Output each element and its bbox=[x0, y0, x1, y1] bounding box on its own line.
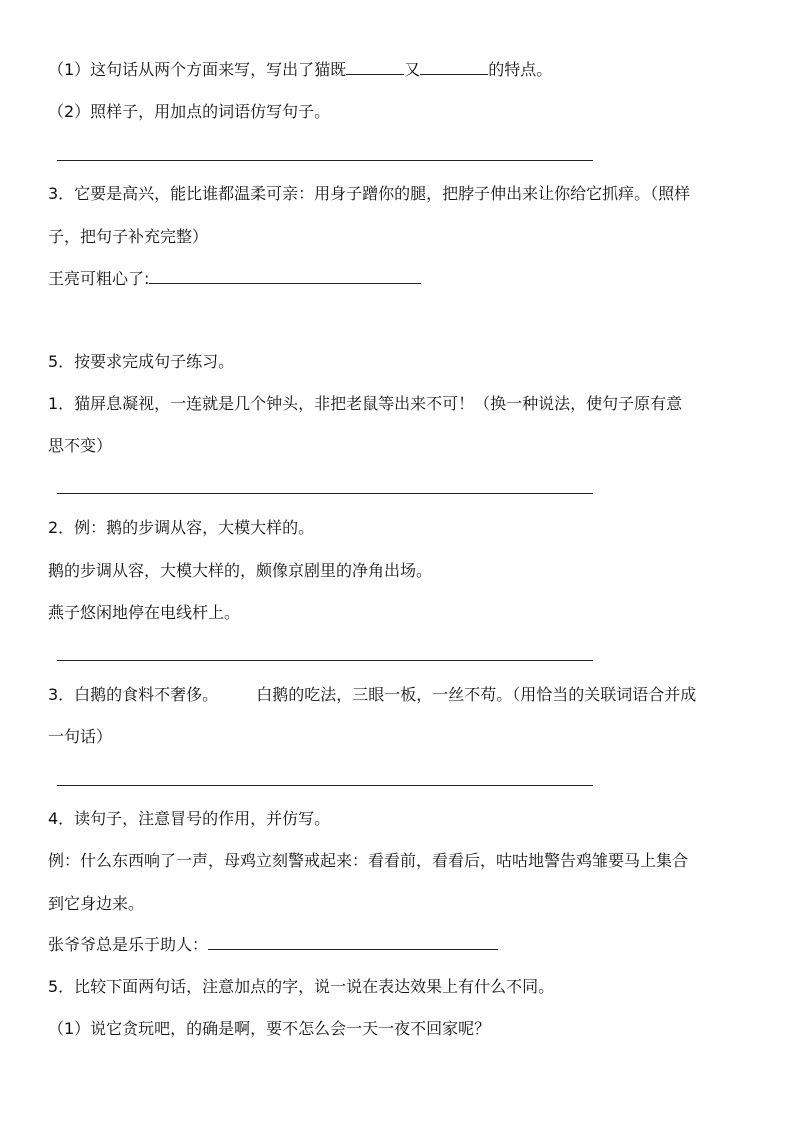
section-5-heading: 5．按要求完成句子练习。 bbox=[48, 352, 235, 371]
question-1-1 bbox=[48, 60, 552, 80]
sub-2-prompt: 燕子悠闲地停在电线杆上。 bbox=[48, 603, 241, 622]
answer-line[interactable] bbox=[57, 160, 593, 161]
question-3-line2: 子，把句子补充完整） bbox=[48, 227, 209, 246]
answer-blank[interactable] bbox=[420, 60, 488, 75]
sub-5-item-1: （1）说它贪玩吧，的确是啊，要不怎么会一天一夜不回家呢？ bbox=[48, 1019, 491, 1038]
answer-line[interactable] bbox=[57, 785, 593, 786]
q1-1-after: 的特点。 bbox=[488, 60, 553, 79]
sub-4-example-line1: 例：什么东西响了一声，母鸡立刻警戒起来：看看前，看看后，咕咕地警告鸡雏要马上集合 bbox=[48, 851, 689, 870]
sub-4-prompt bbox=[48, 935, 498, 955]
q1-1-mid: 又 bbox=[404, 60, 421, 79]
answer-line[interactable] bbox=[57, 493, 593, 494]
answer-blank[interactable] bbox=[208, 935, 498, 950]
prompt-text: 王亮可粗心了: bbox=[48, 269, 150, 288]
question-3-line1: 3．它要是高兴，能比谁都温柔可亲：用身子蹭你的腿，把脖子伸出来让你给它抓痒。（照样 bbox=[48, 184, 691, 203]
answer-line[interactable] bbox=[57, 660, 593, 661]
sub-3-part1: 3．白鹅的食料不奢侈。 bbox=[48, 685, 219, 704]
q1-1-before: （1）这句话从两个方面来写，写出了猫既 bbox=[48, 60, 347, 79]
prompt-text: 张爷爷总是乐于助人： bbox=[48, 935, 209, 954]
answer-blank[interactable] bbox=[149, 269, 421, 284]
question-3-prompt bbox=[48, 269, 421, 289]
sub-3-part2: 白鹅的吃法，三眼一板，一丝不苟。（用恰当的关联词语合并成 bbox=[256, 685, 697, 704]
sub-4-heading: 4．读句子，注意冒号的作用，并仿写。 bbox=[48, 809, 331, 828]
sub-1-line2: 思不变） bbox=[48, 436, 113, 455]
sub-3-line1 bbox=[48, 685, 696, 705]
answer-blank[interactable] bbox=[346, 60, 404, 75]
sub-5-heading: 5．比较下面两句话，注意加点的字，说一说在表达效果上有什么不同。 bbox=[48, 977, 555, 996]
sub-1-line1: 1．猫屏息凝视，一连就是几个钟头，非把老鼠等出来不可！（换一种说法，使句子原有意 bbox=[48, 394, 683, 413]
sub-4-example-line2: 到它身边来。 bbox=[48, 894, 145, 913]
sub-2-model: 鹅的步调从容，大模大样的，颇像京剧里的净角出场。 bbox=[48, 561, 433, 580]
sub-2-example: 2．例：鹅的步调从容，大模大样的。 bbox=[48, 518, 315, 537]
sub-3-line2: 一句话） bbox=[48, 727, 113, 746]
question-1-2: （2）照样子，用加点的词语仿写句子。 bbox=[48, 102, 331, 121]
